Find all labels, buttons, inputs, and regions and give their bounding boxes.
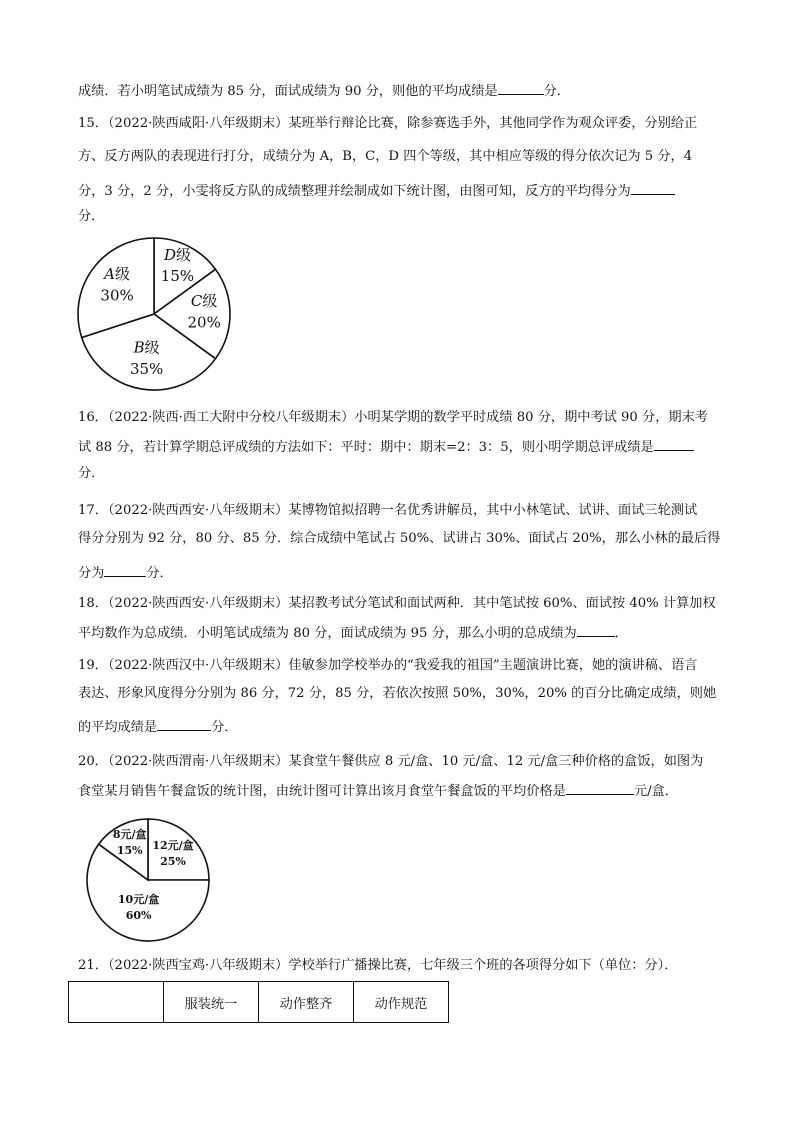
q19-line-3 (78, 716, 238, 738)
table-header-cell: 动作整齐 (259, 982, 354, 1023)
q17-line-2: 得分分别为 92 分，80 分、85 分．综合成绩中笔试占 50%、试讲占 30%、面试占 20%，那么小林的最后得 (78, 531, 721, 546)
q18-line-2-text: 平均数作为总成绩．小明笔试成绩为 80 分，面试成绩为 95 分，那么小明的总成绩为 (78, 626, 577, 641)
q17-line-3a: 分为 (78, 566, 105, 581)
pie-slice-label: D级 (163, 245, 191, 264)
pie-slice-label: B级 (133, 338, 160, 357)
pie-slice-percent: 25% (160, 854, 186, 868)
q15-line-3-text: 分，3 分，2 分，小雯将反方队的成绩整理并绘制成如下统计图，由图可知，反方的平均得分为 (78, 184, 631, 199)
q20-line-2-end: 元/盒． (633, 784, 678, 799)
q19-line-3a: 的平均成绩是 (78, 720, 158, 735)
answer-blank[interactable] (566, 780, 634, 795)
score-table (68, 981, 449, 1023)
q15-line-3 (78, 180, 675, 202)
answer-blank[interactable] (104, 562, 146, 577)
pie-slice-percent: 60% (125, 908, 152, 922)
q17-line-1: 17．（2022·陕西西安·八年级期末）某博物馆拟招聘一名优秀讲解员，其中小林笔试、试讲、面试三轮测试 (78, 503, 698, 518)
q19-line-3b: 分． (211, 720, 238, 735)
pie-slice-percent: 30% (100, 286, 134, 305)
q14-tail (78, 80, 570, 102)
q15-line-1: 15．（2022·陕西咸阳·八年级期末）某班举行辩论比赛，除参赛选手外，其他同学作为观众评委，分别给正 (78, 116, 698, 131)
q14-tail-end: 分． (543, 84, 570, 99)
answer-blank[interactable] (654, 436, 694, 451)
q18-line-2 (78, 622, 628, 644)
pie-slice-percent: 15% (160, 267, 195, 286)
price-pie-chart (84, 816, 212, 944)
pie-slice-label: C级 (190, 292, 218, 310)
pie-slice-percent: 20% (187, 313, 221, 332)
q18-line-1: 18．（2022·陕西西安·八年级期末）某招教考试分笔试和面试两种．其中笔试按 60%、面试按 40% 计算加权 (78, 596, 716, 611)
q17-line-3 (78, 562, 173, 584)
pie-slice-label: 12元/盒 (152, 838, 194, 852)
pie-slice-percent: 15% (116, 843, 143, 857)
q15-line-2: 方、反方两队的表现进行打分，成绩分为 A，B，C，D 四个等级，其中相应等级的得分依次记为 5 分，4 (78, 149, 693, 164)
q16-line-1: 16．（2022·陕西·西工大附中分校八年级期末）小明某学期的数学平时成绩 80 分，期中考试 90 分，期末考 (78, 410, 708, 425)
q20-line-2-text: 食堂某月销售午餐盒饭的统计图，由统计图可计算出该月食堂午餐盒饭的平均价格是 (78, 784, 566, 799)
table-header-cell: 服装统一 (164, 982, 259, 1023)
q17-line-3b: 分． (146, 566, 173, 581)
answer-blank[interactable] (157, 716, 211, 731)
q16-line-2 (78, 436, 694, 458)
q15-line-4: 分． (78, 209, 105, 224)
q19-line-2: 表达、形象风度得分分别为 86 分，72 分，85 分，若依次按照 50%，30%，20% 的百分比确定成绩，则她 (78, 686, 717, 701)
pie-slice-label: 10元/盒 (117, 893, 160, 907)
answer-blank[interactable] (498, 80, 544, 95)
table-header-cell (69, 982, 164, 1023)
pie-slice-label: 8元/盒 (112, 828, 147, 842)
q18-line-2-end: ． (614, 626, 628, 641)
q20-line-2 (78, 780, 678, 802)
q20-line-1: 20．（2022·陕西渭南·八年级期末）某食堂午餐供应 8 元/盒、10 元/盒、12 元/盒三种价格的盒饭，如图为 (78, 754, 704, 769)
answer-blank[interactable] (577, 622, 615, 637)
q16-line-2-text: 试 88 分，若计算学期总评成绩的方法如下：平时：期中：期末=2：3：5，则小明学期总评成绩是 (78, 440, 654, 455)
q16-line-3: 分． (78, 466, 105, 481)
pie-slice-percent: 35% (129, 359, 164, 378)
table-header-row (69, 982, 449, 1023)
table-header-cell: 动作规范 (354, 982, 449, 1023)
grade-pie-chart (74, 234, 234, 394)
q21-line-1: 21．（2022·陕西宝鸡·八年级期末）学校举行广播操比赛，七年级三个班的各项得分如下（单位：分）． (78, 958, 678, 973)
q19-line-1: 19．（2022·陕西汉中·八年级期末）佳敏参加学校举办的“我爱我的祖国”主题演讲比赛，她的演讲稿、语言 (78, 658, 698, 673)
pie-slice-label: A级 (104, 265, 131, 284)
answer-blank[interactable] (631, 180, 675, 195)
q14-tail-text: 成绩．若小明笔试成绩为 85 分，面试成绩为 90 分，则他的平均成绩是 (78, 84, 498, 99)
